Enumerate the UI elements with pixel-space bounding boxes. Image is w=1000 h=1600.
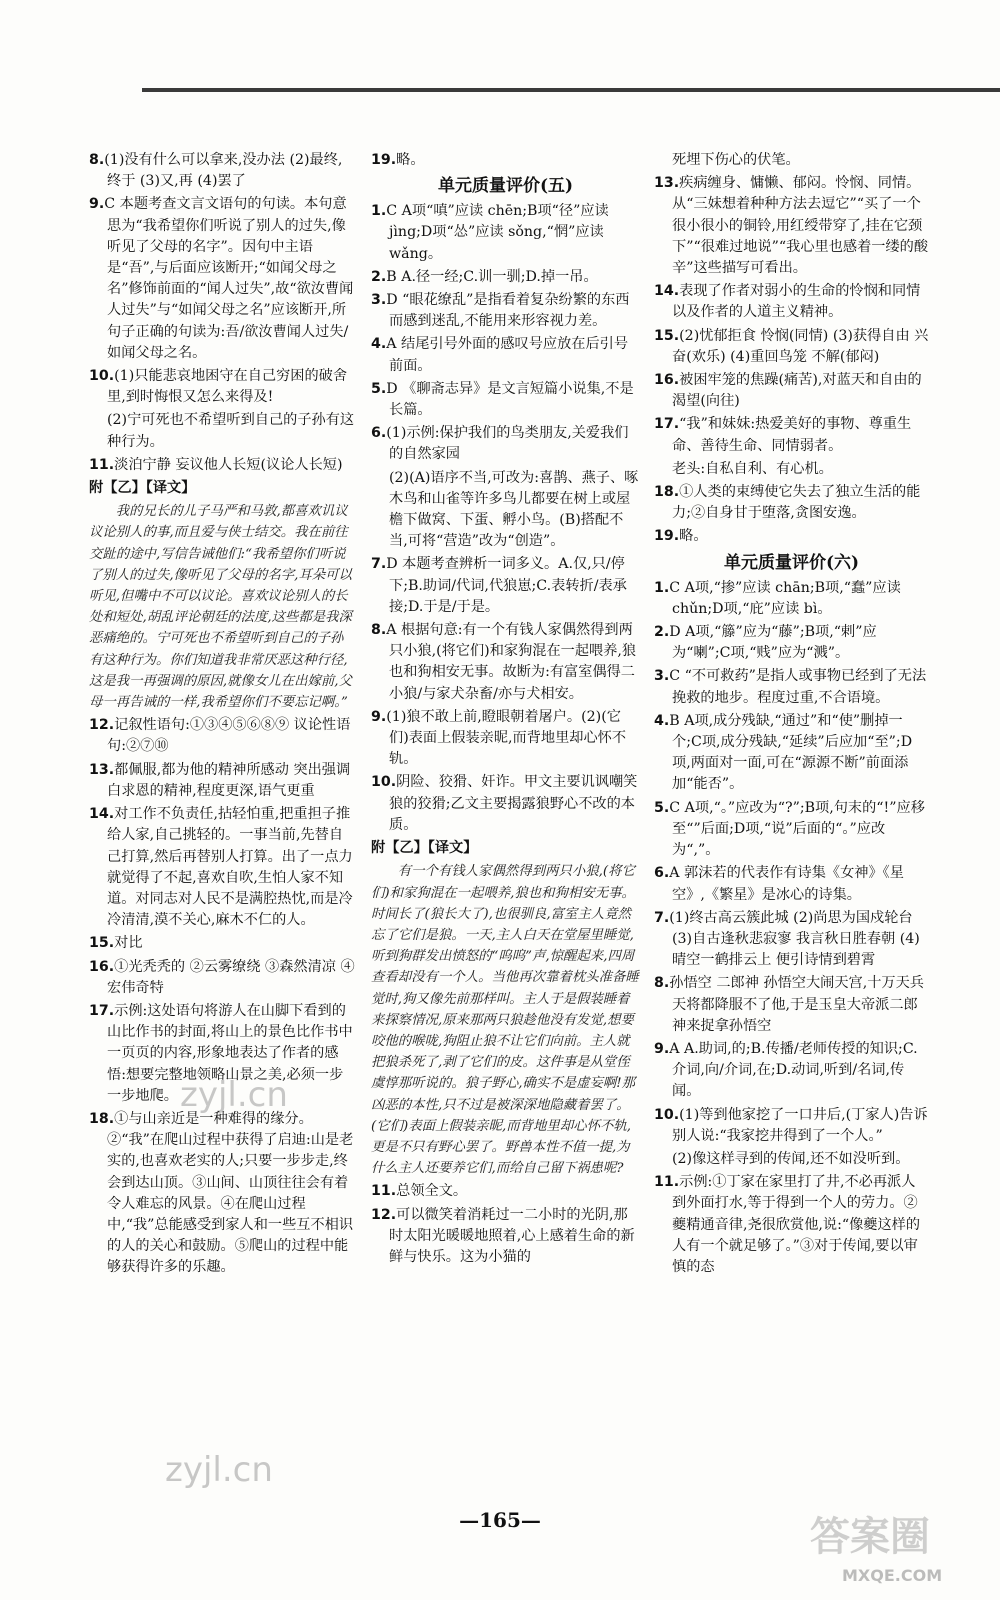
answer-3: 3.D “眼花缭乱”是指看着复杂纷繁的东西而感到迷乱,不能用来形容视力差。 [371, 292, 630, 330]
translation-heading: 附【乙】【译文】 [89, 480, 196, 497]
answer-16: 16.①光秃秃的 ②云雾缭绕 ③森然清凉 ④宏伟奇特 [89, 958, 355, 996]
answer-11: 11.总领全文。 [371, 1183, 468, 1200]
answer-6-part2: (2)(A)语序不当,可改为:喜鹊、燕子、啄木鸟和山雀等许多鸟儿都要在树上或屋檐下做窝、下蛋、孵小鸟。(B)搭配不当,可将“营造”改为“创造”。 [389, 469, 639, 550]
answer-12: 12.记叙性语句:①③④⑤⑥⑧⑨ 议论性语句:②⑦⑩ [89, 717, 351, 755]
answer-4: 4.B A项,成分残缺,“通过”和“使”删掉一个;C项,成分残缺,“延续”后应加“至”;D项,两面对一面,可在“源源不断”前面添加“能否”。 [654, 712, 913, 793]
answer-10: 10.(1)只能悲哀地困守在自己穷困的破舍里,到时悔恨又怎么来得及! [89, 368, 348, 406]
answer-9: 9.(1)狼不敢上前,瞪眼朝着屠户。(2)(它们)表面上假装亲昵,而背地里却心怀不轨。 [371, 708, 627, 768]
answer-11: 11.淡泊宁静 妄议他人长短(议论人长短) [89, 456, 343, 473]
answer-14: 14.对工作不负责任,拈轻怕重,把重担子推给人家,自己挑轻的。一事当前,先替自己打算,然后再替别人打算。出了一点力就觉得了不起,喜欢自吹,生怕人家不知道。对同志对人民不是满腔热忱,而是冷冷清清,漠不关心,麻木不仁的人。 [89, 806, 353, 929]
translation-text: 有一个有钱人家偶然得到两只小狼,(将它们)和家狗混在一起喂养,狼也和狗相安无事。时间长了(狼长大了),也很驯良,富室主人竟然忘了它们是狼。一天,主人白天在堂屋里睡觉,听到狗群发出愤怒的“呜呜”声,惊醒起来,四周查看却没有一个人。当他再次靠着枕头准备睡觉时,狗又像先前那样叫。主人于是假装睡着来探察情况,原来那两只狼趁他没有发觉,想要咬他的喉咙,狗阻止狼不让它们向前。主人就把狼杀死了,剥了它们的皮。这件事是从堂侄虞惇那听说的。狼子野心,确实不是虚妄啊!那凶恶的本性,只不过是被深深地隐藏着罢了。(它们)表面上假装亲昵,而背地里却心怀不轨,更是不只有野心罢了。野兽本性不值一提,为什么主人还要养它们,而给自己留下祸患呢? [371, 864, 639, 1177]
answer-1: 1.C A项“嗔”应读 chēn;B项“径”应读 jìng;D项“怂”应读 sǒng,“惘”应读 wǎng。 [371, 203, 609, 262]
answer-16: 16.被困牢笼的焦躁(痛苦),对蓝天和自由的渴望(向往) [654, 372, 922, 410]
page-number: —165— [459, 1508, 541, 1532]
watermark-mxqe: MXQE.COM [842, 1566, 943, 1585]
watermark-zyjl-1: zyjl.cn [180, 1075, 288, 1115]
answer-8: 8.孙悟空 二郎神 孙悟空大闹天宫,十万天兵天将都降服不了他,于是玉皇大帝派二郎神来捉拿孙悟空 [654, 975, 924, 1034]
translation-heading: 附【乙】【译文】 [371, 840, 478, 857]
section-heading-unit6: 单元质量评价(六) [723, 552, 860, 573]
answer-10-part2: (2)像这样寻到的传闻,还不如没听到。 [672, 1150, 910, 1167]
answer-19: 19.略。 [371, 152, 425, 168]
answer-10-part2: (2)宁可死也不希望听到自己的子孙有这种行为。 [107, 412, 355, 450]
answer-17: 17.“我”和妹妹:热爱美好的事物、尊重生命、善待生命、同情弱者。 [654, 416, 912, 454]
answer-7: 7.D 本题考查辨析一词多义。A.仅,只/停下;B.助词/代词,代狼崽;C.表转折/表承接;D.于是/于是。 [371, 556, 627, 615]
answer-8: 8.(1)没有什么可以拿来,没办法 (2)最终,终于 (3)又,再 (4)罢了 [89, 152, 343, 190]
answer-18: 18.①与山亲近是一种难得的缘分。②“我”在爬山过程中获得了启迪:山是老实的,也喜欢老实的人;只要一步步走,终会到达山顶。③山间、山顶往往会有着令人难忘的风景。④在爬山过程中,“我”总能感受到家人和一些互不相识的人的关心和鼓励。⑤爬山的过程中能够获得许多的乐趣。 [89, 1110, 354, 1276]
answer-4: 4.A 结尾引号外面的感叹号应放在后引号前面。 [371, 336, 629, 374]
answer-18: 18.①人类的束缚使它失去了独立生活的能力;②自身甘于堕落,贪图安逸。 [654, 484, 921, 522]
answer-19: 19.略。 [654, 528, 708, 545]
answer-13: 13.疾病缠身、慵懒、郁闷。怜悯、同情。从“三妹想着种种方法去逗它”“买了一个很小很小的铜铃,用红绶带穿了,挂在它颈下”“很难过地说”“我心里也感着一缕的酸辛”这些描写可看出。 [654, 175, 929, 277]
answer-3: 3.C “不可救药”是指人或事物已经到了无法挽救的地步。程度过重,不合语境。 [654, 668, 927, 706]
answer-17-part2: 老头:自私自利、有心机。 [672, 460, 833, 477]
answer-6: 6.A 郭沫若的代表作有诗集《女神》《星空》,《繁星》是冰心的诗集。 [654, 865, 904, 903]
answer-12: 12.可以微笑着消耗过一二小时的光阴,那时太阳光暖暖地照着,心上感着生命的新鲜与快乐。这为小猫的 [371, 1206, 635, 1265]
answer-11: 11.示例:①丁家在家里打了井,不必再派人到外面打水,等于得到一个人的劳力。②夔精通音律,尧很欣赏他,说:“像夔这样的人有一个就足够了。”③对于传闻,要以审慎的态 [654, 1174, 921, 1275]
answer-10: 10.阴险、狡猾、奸诈。甲文主要讥讽嘲笑狼的狡猾;乙文主要揭露狼野心不改的本质。 [371, 774, 638, 833]
answer-8: 8.A 根据句意:有一个有钱人家偶然得到两只小狼,(将它们)和家狗混在一起喂养,狼也和狗相安无事。故断为:有富室偶得二小狼/与家犬杂畜/亦与犬相安。 [371, 622, 637, 702]
header-rule [142, 88, 1000, 92]
answer-6: 6.(1)示例:保护我们的鸟类朋友,关爱我们的自然家园 [371, 425, 629, 463]
answer-7: 7.(1)终古高云簇此城 (2)尚思为国戍轮台 (3)自古逢秋悲寂寥 我言秋日胜春朝 (4)晴空一鹤排云上 便引诗情到碧霄 [654, 909, 920, 969]
column-right [654, 150, 929, 1280]
answer-15: 15.(2)忧郁拒食 怜悯(同情) (3)获得自由 兴奋(欢乐) (4)重回鸟笼 不解(郁闷) [654, 327, 929, 365]
answer-17: 17.示例:这处语句将游人在山脚下看到的山比作书的封面,将山上的景色比作书中一页页的内容,形象地表达了作者的感悟:想要完整地领略山景之美,必须一步一步地爬。 [89, 1002, 353, 1104]
answer-2: 2.D A项,“籐”应为“藤”;B项,“剌”应为“喇”;C项,“贱”应为“溅”。 [654, 624, 877, 662]
column-middle [371, 150, 640, 1270]
answer-2: 2.B A.径一经;C.训一驯;D.掉一吊。 [371, 268, 598, 285]
continued-text: 死埋下伤心的伏笔。 [672, 152, 800, 168]
answer-9: 9.C 本题考查文言文语句的句读。本句意思为“我希望你们听说了别人的过失,像听见了父母的名字”。因句中主语是“吾”,与后面应该断开;“如闻父母之名”修饰前面的“闻人过失”,故“欲汝曹闻人过失”与“如闻父母之名”应该断开,所句子正确的句读为:吾/欲汝曹闻人过失/如闻父母之名。 [89, 196, 354, 361]
watermark-zyjl-2: zyjl.cn [165, 1450, 273, 1490]
answer-13: 13.都佩服,都为他的精神所感动 突出强调白求恩的精神,程度更深,语气更重 [89, 761, 351, 799]
answer-14: 14.表现了作者对弱小的生命的怜悯和同情以及作者的人道主义精神。 [654, 283, 921, 321]
translation-text: 我的兄长的儿子马严和马敦,都喜欢讥议议论别人的事,而且爱与侠士结交。我在前往交趾的途中,写信告诫他们:“我希望你们听说了别人的过失,像听见了父母的名字,耳朵可以听见,但嘴中不可以议论。喜欢议论别人的长处和短处,胡乱评论朝廷的法度,这些都是我深恶痛绝的。宁可死也不希望听到自己的子孙有这种行为。你们知道我非常厌恶这种行径,这是我一再强调的原因,就像女儿在出嫁前,父母一再告诫的一样,我希望你们不要忘记啊。” [89, 504, 352, 711]
answer-1: 1.C A项,“掺”应读 chān;B项,“蠢”应读 chǔn;D项,“庇”应读 bì。 [654, 579, 901, 617]
answer-9: 9.A A.助词,的;B.传播/老师传授的知识;C.介词,向/介词,在;D.动词,听到/名词,传闻。 [654, 1040, 918, 1100]
answer-5: 5.C A项,“。”应改为“?”;B项,句末的“!”应移至“”后面;D项,“说”后面的“。”应改为“,”。 [654, 799, 925, 859]
section-heading-unit5: 单元质量评价(五) [437, 176, 574, 197]
answer-5: 5.D 《聊斋志异》是文言短篇小说集,不是长篇。 [371, 380, 634, 419]
answer-15: 15.对比 [89, 935, 143, 952]
answer-10: 10.(1)等到他家挖了一口井后,(丁家人)告诉别人说:“我家挖井得到了一个人。” [654, 1106, 928, 1144]
watermark-daanquan-logo: 答案圈 [810, 1514, 930, 1560]
